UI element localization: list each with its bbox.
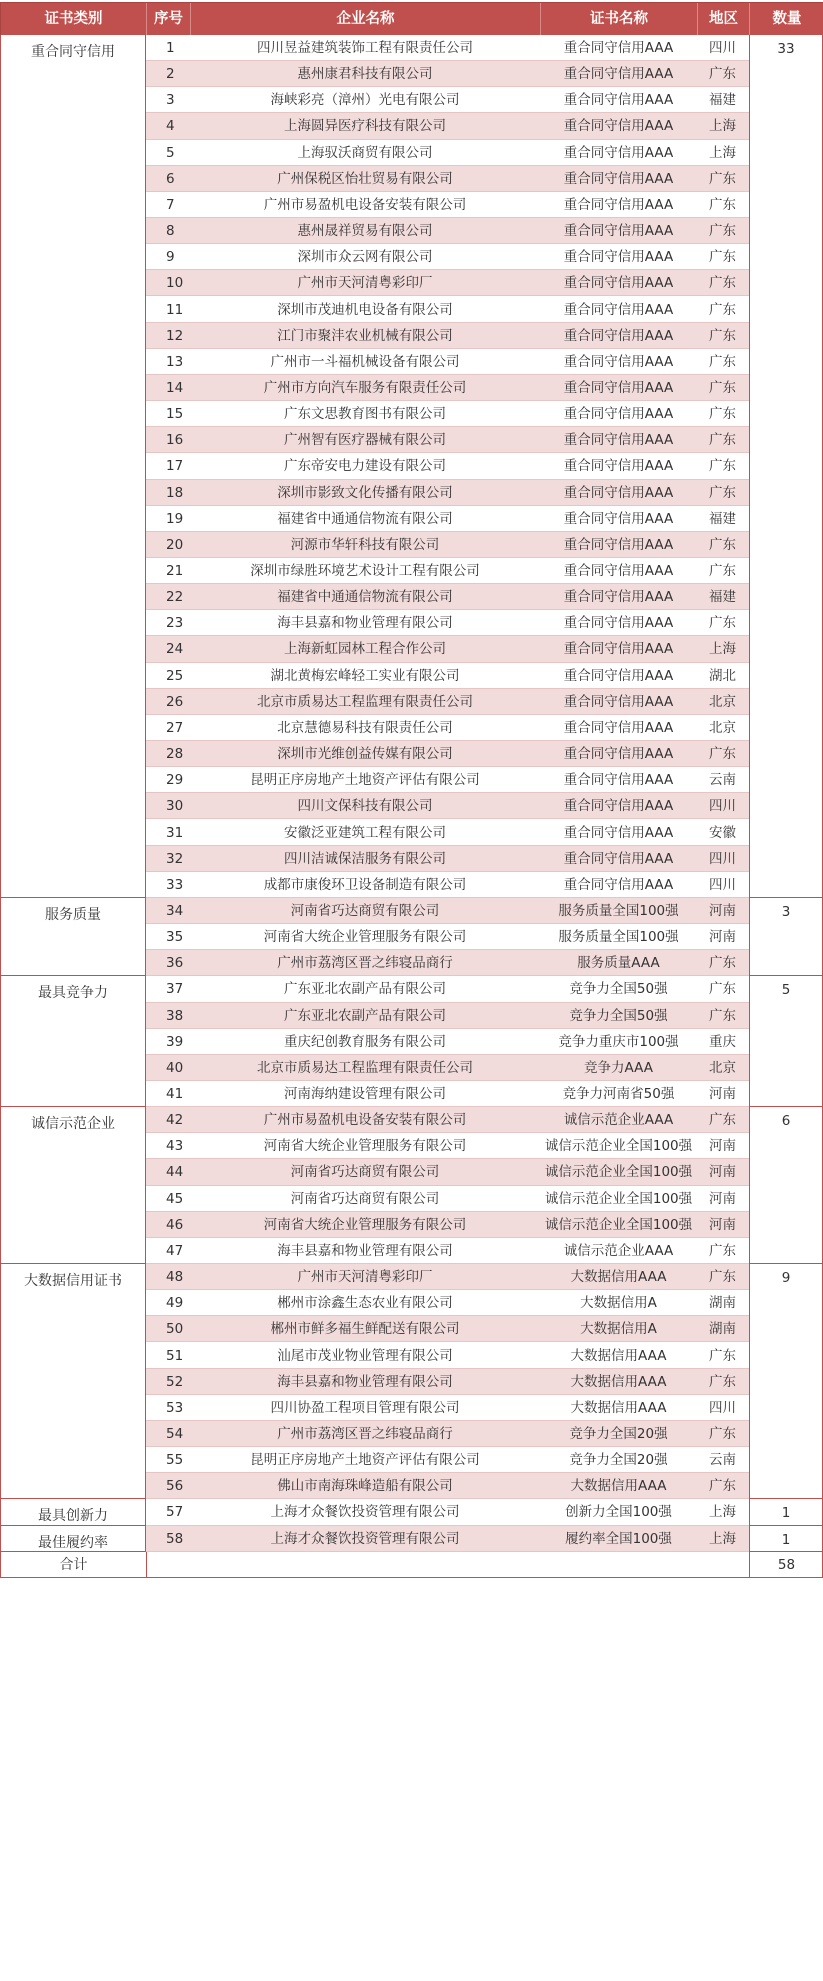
company-name: 广州市荔湾区晋之纬寝品商行 xyxy=(190,950,540,976)
certificate-name: 创新力全国100强 xyxy=(540,1499,697,1525)
certificate-name: 服务质量全国100强 xyxy=(540,924,697,950)
certificate-name: 诚信示范企业全国100强 xyxy=(540,1133,697,1159)
certificate-name: 履约率全国100强 xyxy=(540,1526,697,1552)
company-name: 四川协盈工程项目管理有限公司 xyxy=(190,1395,540,1421)
company-name: 北京慧德易科技有限责任公司 xyxy=(190,715,540,741)
certificate-name: 大数据信用AAA xyxy=(540,1473,697,1499)
category-label: 最具创新力 xyxy=(38,1508,108,1525)
certificate-name: 诚信示范企业全国100强 xyxy=(540,1212,697,1238)
category-label: 最佳履约率 xyxy=(38,1534,108,1551)
region: 北京 xyxy=(697,689,749,715)
company-name: 四川洁诚保洁服务有限公司 xyxy=(190,846,540,872)
region: 四川 xyxy=(697,35,749,61)
certificate-name: 大数据信用A xyxy=(540,1290,697,1316)
company-name: 广东亚北农副产品有限公司 xyxy=(190,976,540,1002)
region: 广东 xyxy=(697,480,749,506)
certificate-name: 重合同守信用AAA xyxy=(540,767,697,793)
region: 广东 xyxy=(697,1238,749,1264)
row-index: 24 xyxy=(146,636,190,662)
company-name: 广东文思教育图书有限公司 xyxy=(190,401,540,427)
company-name: 江门市聚沣农业机械有限公司 xyxy=(190,323,540,349)
row-index: 9 xyxy=(146,244,190,270)
region: 四川 xyxy=(697,1395,749,1421)
header-count: 数量 xyxy=(772,11,802,27)
region: 广东 xyxy=(697,349,749,375)
region: 河南 xyxy=(697,1212,749,1238)
region: 河南 xyxy=(697,1081,749,1107)
count-value: 3 xyxy=(781,903,791,920)
certificate-name: 竞争力全国50强 xyxy=(540,1003,697,1029)
row-index: 25 xyxy=(146,663,190,689)
company-name: 安徽泛亚建筑工程有限公司 xyxy=(190,820,540,846)
region: 四川 xyxy=(697,872,749,898)
region: 上海 xyxy=(697,140,749,166)
region: 湖南 xyxy=(697,1316,749,1342)
region: 广东 xyxy=(697,1107,749,1133)
count-cell xyxy=(749,35,823,898)
row-index: 4 xyxy=(146,113,190,139)
category-label: 最具竞争力 xyxy=(38,985,108,1002)
row-index: 50 xyxy=(146,1316,190,1342)
company-name: 广州智有医疗器械有限公司 xyxy=(190,427,540,453)
category-cell xyxy=(0,1264,146,1499)
company-name: 昆明正序房地产土地资产评估有限公司 xyxy=(190,767,540,793)
category-cell xyxy=(0,35,146,898)
header-category: 证书类别 xyxy=(1,3,147,36)
row-index: 14 xyxy=(146,375,190,401)
certificate-name: 重合同守信用AAA xyxy=(540,584,697,610)
certificate-name: 重合同守信用AAA xyxy=(540,192,697,218)
certificate-name: 竞争力重庆市100强 xyxy=(540,1029,697,1055)
row-index: 33 xyxy=(146,872,190,898)
row-index: 20 xyxy=(146,532,190,558)
row-index: 36 xyxy=(146,950,190,976)
company-name: 郴州市鲜多福生鲜配送有限公司 xyxy=(190,1316,540,1342)
count-value: 33 xyxy=(777,41,795,57)
region: 上海 xyxy=(697,1499,749,1525)
company-name: 河南省巧达商贸有限公司 xyxy=(190,898,540,924)
category-cell xyxy=(0,898,146,976)
certificate-name: 重合同守信用AAA xyxy=(540,793,697,819)
certificate-name: 服务质量AAA xyxy=(540,950,697,976)
row-index: 43 xyxy=(146,1133,190,1159)
company-name: 福建省中通通信物流有限公司 xyxy=(190,506,540,532)
company-name: 上海才众餐饮投资管理有限公司 xyxy=(190,1499,540,1525)
company-name: 河南海纳建设管理有限公司 xyxy=(190,1081,540,1107)
region: 广东 xyxy=(697,61,749,87)
region: 福建 xyxy=(697,506,749,532)
category-cell xyxy=(0,1107,146,1264)
row-index: 5 xyxy=(146,140,190,166)
certificate-name: 竞争力全国50强 xyxy=(540,976,697,1002)
count-cell xyxy=(749,976,823,1107)
row-index: 18 xyxy=(146,480,190,506)
row-index: 45 xyxy=(146,1186,190,1212)
row-index: 11 xyxy=(146,297,190,323)
region: 重庆 xyxy=(697,1029,749,1055)
count-value: 6 xyxy=(781,1113,791,1130)
row-index: 53 xyxy=(146,1395,190,1421)
row-index: 32 xyxy=(146,846,190,872)
region: 上海 xyxy=(697,636,749,662)
row-index: 37 xyxy=(146,976,190,1002)
count-value: 9 xyxy=(781,1270,791,1287)
certificate-name: 重合同守信用AAA xyxy=(540,401,697,427)
certificate-name: 重合同守信用AAA xyxy=(540,35,697,61)
count-cell xyxy=(749,898,823,976)
header-index: 序号 xyxy=(147,3,191,36)
certificate-name: 重合同守信用AAA xyxy=(540,506,697,532)
count-value: 5 xyxy=(781,982,791,999)
company-name: 郴州市涂鑫生态农业有限公司 xyxy=(190,1290,540,1316)
region: 湖北 xyxy=(697,663,749,689)
certificate-name: 重合同守信用AAA xyxy=(540,297,697,323)
region: 广东 xyxy=(697,532,749,558)
certificate-name: 重合同守信用AAA xyxy=(540,689,697,715)
certificate-name: 诚信示范企业全国100强 xyxy=(540,1186,697,1212)
row-index: 35 xyxy=(146,924,190,950)
company-name: 上海才众餐饮投资管理有限公司 xyxy=(190,1526,540,1552)
region: 广东 xyxy=(697,244,749,270)
region: 广东 xyxy=(697,375,749,401)
certificate-name: 重合同守信用AAA xyxy=(540,453,697,479)
region: 广东 xyxy=(697,741,749,767)
row-index: 39 xyxy=(146,1029,190,1055)
company-name: 广州市易盈机电设备安装有限公司 xyxy=(190,192,540,218)
certificate-name: 重合同守信用AAA xyxy=(540,558,697,584)
company-name: 河源市华轩科技有限公司 xyxy=(190,532,540,558)
certificate-name: 大数据信用AAA xyxy=(540,1395,697,1421)
total-row xyxy=(0,1552,823,1578)
row-index: 38 xyxy=(146,1003,190,1029)
row-index: 16 xyxy=(146,427,190,453)
certificate-name: 重合同守信用AAA xyxy=(540,61,697,87)
certificate-name: 重合同守信用AAA xyxy=(540,375,697,401)
row-index: 27 xyxy=(146,715,190,741)
row-index: 26 xyxy=(146,689,190,715)
company-name: 广州市一斗福机械设备有限公司 xyxy=(190,349,540,375)
company-name: 广州市方向汽车服务有限责任公司 xyxy=(190,375,540,401)
region: 广东 xyxy=(697,323,749,349)
company-name: 上海新虹园林工程合作公司 xyxy=(190,636,540,662)
certificate-name: 大数据信用AAA xyxy=(540,1343,697,1369)
row-index: 8 xyxy=(146,218,190,244)
row-index: 3 xyxy=(146,87,190,113)
region: 广东 xyxy=(697,218,749,244)
row-index: 15 xyxy=(146,401,190,427)
region: 河南 xyxy=(697,1159,749,1185)
region: 广东 xyxy=(697,453,749,479)
company-name: 惠州晟祥贸易有限公司 xyxy=(190,218,540,244)
row-index: 10 xyxy=(146,270,190,296)
row-index: 55 xyxy=(146,1447,190,1473)
certificate-name: 重合同守信用AAA xyxy=(540,349,697,375)
row-index: 47 xyxy=(146,1238,190,1264)
certificate-name: 重合同守信用AAA xyxy=(540,532,697,558)
total-label: 合计 xyxy=(1,1552,147,1578)
region: 上海 xyxy=(697,113,749,139)
region: 北京 xyxy=(697,715,749,741)
region: 河南 xyxy=(697,898,749,924)
region: 广东 xyxy=(697,1421,749,1447)
certificate-name: 重合同守信用AAA xyxy=(540,820,697,846)
category-label: 大数据信用证书 xyxy=(24,1273,122,1290)
certificate-name: 诚信示范企业AAA xyxy=(540,1238,697,1264)
region: 广东 xyxy=(697,192,749,218)
row-index: 56 xyxy=(146,1473,190,1499)
company-name: 北京市质易达工程监理有限责任公司 xyxy=(190,1055,540,1081)
row-index: 6 xyxy=(146,166,190,192)
row-index: 41 xyxy=(146,1081,190,1107)
row-index: 30 xyxy=(146,793,190,819)
row-index: 42 xyxy=(146,1107,190,1133)
region: 云南 xyxy=(697,767,749,793)
region: 湖南 xyxy=(697,1290,749,1316)
region: 四川 xyxy=(697,793,749,819)
row-index: 34 xyxy=(146,898,190,924)
certificate-name: 大数据信用AAA xyxy=(540,1264,697,1290)
category-label: 诚信示范企业 xyxy=(31,1116,115,1133)
row-index: 19 xyxy=(146,506,190,532)
company-name: 海峡彩亮（漳州）光电有限公司 xyxy=(190,87,540,113)
row-index: 1 xyxy=(146,35,190,61)
company-name: 湖北黄梅宏峰轻工实业有限公司 xyxy=(190,663,540,689)
company-name: 广州市天河清粤彩印厂 xyxy=(190,1264,540,1290)
company-name: 广东帝安电力建设有限公司 xyxy=(190,453,540,479)
certificate-name: 重合同守信用AAA xyxy=(540,113,697,139)
certificate-name: 大数据信用A xyxy=(540,1316,697,1342)
company-name: 海丰县嘉和物业管理有限公司 xyxy=(190,610,540,636)
row-index: 22 xyxy=(146,584,190,610)
region: 广东 xyxy=(697,270,749,296)
company-name: 上海圆异医疗科技有限公司 xyxy=(190,113,540,139)
certificate-name: 大数据信用AAA xyxy=(540,1369,697,1395)
total-value: 58 xyxy=(749,1552,823,1578)
region: 四川 xyxy=(697,846,749,872)
company-name: 广州市荔湾区晋之纬寝品商行 xyxy=(190,1421,540,1447)
certificate-name: 重合同守信用AAA xyxy=(540,427,697,453)
company-name: 广州市天河清粤彩印厂 xyxy=(190,270,540,296)
row-index: 29 xyxy=(146,767,190,793)
company-name: 广东亚北农副产品有限公司 xyxy=(190,1003,540,1029)
row-index: 12 xyxy=(146,323,190,349)
certificate-name: 重合同守信用AAA xyxy=(540,610,697,636)
company-name: 惠州康君科技有限公司 xyxy=(190,61,540,87)
company-name: 海丰县嘉和物业管理有限公司 xyxy=(190,1238,540,1264)
region: 广东 xyxy=(697,297,749,323)
certificate-name: 重合同守信用AAA xyxy=(540,166,697,192)
header-company: 企业名称 xyxy=(191,3,541,36)
category-label: 服务质量 xyxy=(45,906,101,923)
row-index: 46 xyxy=(146,1212,190,1238)
certificate-name: 竞争力全国20强 xyxy=(540,1421,697,1447)
certificate-name: 诚信示范企业AAA xyxy=(540,1107,697,1133)
certificate-name: 重合同守信用AAA xyxy=(540,741,697,767)
row-index: 44 xyxy=(146,1159,190,1185)
certificate-name: 重合同守信用AAA xyxy=(540,480,697,506)
row-index: 48 xyxy=(146,1264,190,1290)
region: 广东 xyxy=(697,1264,749,1290)
company-name: 深圳市众云网有限公司 xyxy=(190,244,540,270)
company-name: 四川文保科技有限公司 xyxy=(190,793,540,819)
row-index: 7 xyxy=(146,192,190,218)
total-empty xyxy=(147,1552,749,1578)
company-name: 昆明正序房地产土地资产评估有限公司 xyxy=(190,1447,540,1473)
header-cert: 证书名称 xyxy=(541,3,698,36)
company-name: 河南省大统企业管理服务有限公司 xyxy=(190,1133,540,1159)
region: 广东 xyxy=(697,166,749,192)
row-index: 17 xyxy=(146,453,190,479)
certificate-name: 重合同守信用AAA xyxy=(540,140,697,166)
region: 广东 xyxy=(697,427,749,453)
certificate-name: 竞争力AAA xyxy=(540,1055,697,1081)
company-name: 河南省大统企业管理服务有限公司 xyxy=(190,924,540,950)
company-name: 海丰县嘉和物业管理有限公司 xyxy=(190,1369,540,1395)
row-index: 31 xyxy=(146,820,190,846)
certificate-name: 重合同守信用AAA xyxy=(540,244,697,270)
category-cell xyxy=(0,1526,146,1552)
certificate-name: 重合同守信用AAA xyxy=(540,323,697,349)
company-name: 深圳市茂迪机电设备有限公司 xyxy=(190,297,540,323)
certificate-name: 重合同守信用AAA xyxy=(540,87,697,113)
region: 河南 xyxy=(697,1133,749,1159)
category-cell xyxy=(0,976,146,1107)
region: 河南 xyxy=(697,1186,749,1212)
region: 上海 xyxy=(697,1526,749,1552)
header-region: 地区 xyxy=(698,3,750,36)
region: 广东 xyxy=(697,1473,749,1499)
company-name: 河南省大统企业管理服务有限公司 xyxy=(190,1212,540,1238)
company-name: 广州保税区怡壮贸易有限公司 xyxy=(190,166,540,192)
row-index: 58 xyxy=(146,1526,190,1552)
region: 福建 xyxy=(697,584,749,610)
row-index: 51 xyxy=(146,1343,190,1369)
row-index: 2 xyxy=(146,61,190,87)
company-name: 重庆纪创教育服务有限公司 xyxy=(190,1029,540,1055)
certificate-name: 重合同守信用AAA xyxy=(540,872,697,898)
region: 广东 xyxy=(697,1369,749,1395)
company-name: 佛山市南海珠峰造船有限公司 xyxy=(190,1473,540,1499)
company-name: 北京市质易达工程监理有限责任公司 xyxy=(190,689,540,715)
region: 广东 xyxy=(697,1003,749,1029)
row-index: 21 xyxy=(146,558,190,584)
company-name: 深圳市影致文化传播有限公司 xyxy=(190,480,540,506)
region: 广东 xyxy=(697,610,749,636)
table-header-row xyxy=(0,2,823,37)
certificate-name: 重合同守信用AAA xyxy=(540,218,697,244)
certificate-name: 重合同守信用AAA xyxy=(540,846,697,872)
region: 广东 xyxy=(697,976,749,1002)
count-cell xyxy=(749,1264,823,1499)
count-cell xyxy=(749,1526,823,1552)
row-index: 52 xyxy=(146,1369,190,1395)
row-index: 40 xyxy=(146,1055,190,1081)
certificate-name: 重合同守信用AAA xyxy=(540,636,697,662)
certificate-name: 服务质量全国100强 xyxy=(540,898,697,924)
region: 广东 xyxy=(697,558,749,584)
count-cell xyxy=(749,1499,823,1525)
certificate-name: 竞争力全国20强 xyxy=(540,1447,697,1473)
certificate-name: 竞争力河南省50强 xyxy=(540,1081,697,1107)
row-index: 28 xyxy=(146,741,190,767)
count-value: 1 xyxy=(781,1531,791,1548)
company-name: 上海驭沃商贸有限公司 xyxy=(190,140,540,166)
row-index: 13 xyxy=(146,349,190,375)
company-name: 河南省巧达商贸有限公司 xyxy=(190,1186,540,1212)
row-index: 57 xyxy=(146,1499,190,1525)
row-index: 23 xyxy=(146,610,190,636)
count-value: 1 xyxy=(781,1505,791,1522)
company-name: 成都市康俊环卫设备制造有限公司 xyxy=(190,872,540,898)
region: 安徽 xyxy=(697,820,749,846)
row-index: 54 xyxy=(146,1421,190,1447)
region: 福建 xyxy=(697,87,749,113)
category-cell xyxy=(0,1499,146,1525)
category-label: 重合同守信用 xyxy=(31,44,115,60)
certificate-name: 重合同守信用AAA xyxy=(540,715,697,741)
company-name: 福建省中通通信物流有限公司 xyxy=(190,584,540,610)
certificate-name: 诚信示范企业全国100强 xyxy=(540,1159,697,1185)
region: 河南 xyxy=(697,924,749,950)
region: 广东 xyxy=(697,401,749,427)
region: 云南 xyxy=(697,1447,749,1473)
company-name: 汕尾市茂业物业管理有限公司 xyxy=(190,1343,540,1369)
row-index: 49 xyxy=(146,1290,190,1316)
region: 北京 xyxy=(697,1055,749,1081)
certificate-name: 重合同守信用AAA xyxy=(540,663,697,689)
company-name: 深圳市光维创益传媒有限公司 xyxy=(190,741,540,767)
certificate-name: 重合同守信用AAA xyxy=(540,270,697,296)
count-cell xyxy=(749,1107,823,1264)
company-name: 四川昱益建筑装饰工程有限责任公司 xyxy=(190,35,540,61)
company-name: 深圳市绿胜环境艺术设计工程有限公司 xyxy=(190,558,540,584)
region: 广东 xyxy=(697,1343,749,1369)
company-name: 河南省巧达商贸有限公司 xyxy=(190,1159,540,1185)
region: 广东 xyxy=(697,950,749,976)
company-name: 广州市易盈机电设备安装有限公司 xyxy=(190,1107,540,1133)
